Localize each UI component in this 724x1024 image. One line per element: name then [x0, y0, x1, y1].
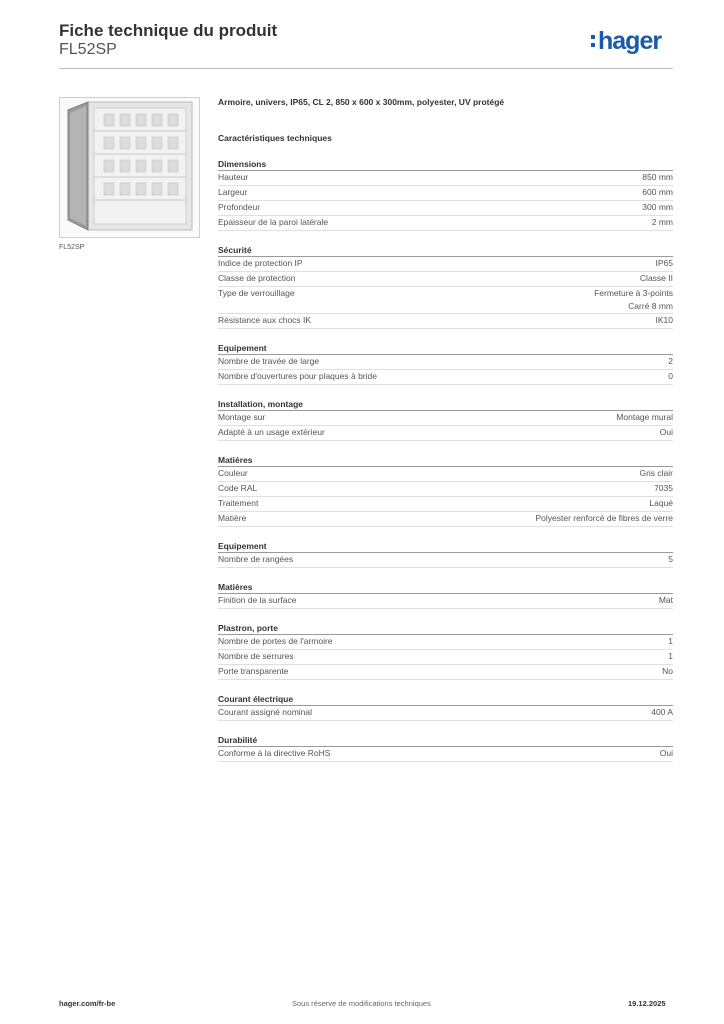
- spec-value: IK10: [655, 315, 673, 325]
- spec-value: Laqué: [649, 498, 673, 508]
- spec-label: Profondeur: [218, 202, 261, 212]
- section-title: Installation, montage: [218, 398, 673, 411]
- section-title: Sécurité: [218, 244, 673, 257]
- spec-label: Indice de protection IP: [218, 258, 303, 268]
- hager-logo: [591, 27, 661, 56]
- section-title: Matières: [218, 581, 673, 594]
- logo-text: hager: [598, 27, 662, 55]
- logo-colon-icon: [591, 32, 596, 49]
- spec-value: 1: [668, 651, 673, 661]
- spec-label: Courant assigné nominal: [218, 707, 313, 717]
- spec-value: IP65: [655, 258, 673, 268]
- footer-notice: Sous réserve de modifications techniques: [292, 999, 431, 1008]
- spec-row: [218, 747, 673, 762]
- spec-value: Gris clair: [639, 468, 673, 478]
- section-title: Durabilité: [218, 734, 673, 747]
- page-subtitle: FL52SP: [59, 41, 117, 58]
- spec-label: Résistance aux chocs IK: [218, 315, 312, 325]
- spec-sections: [218, 158, 673, 762]
- spec-label: Hauteur: [218, 172, 249, 182]
- spec-label: Finition de la surface: [218, 595, 297, 605]
- section-title: Dimensions: [218, 158, 673, 171]
- spec-value: 7035: [654, 483, 673, 493]
- spec-section: [218, 158, 673, 231]
- spec-row: [218, 411, 673, 426]
- spec-label: Adapté à un usage extérieur: [218, 427, 325, 437]
- spec-section: [218, 734, 673, 762]
- spec-row: [218, 512, 673, 527]
- cabinet-illustration-icon: [60, 98, 199, 237]
- spec-label: Traitement: [218, 498, 259, 508]
- spec-row: [218, 272, 673, 287]
- spec-value: 850 mm: [642, 172, 673, 182]
- spec-value: 5: [668, 554, 673, 564]
- spec-row: [218, 706, 673, 721]
- spec-label: Type de verrouillage: [218, 288, 295, 298]
- spec-label: Nombre de travée de large: [218, 356, 320, 366]
- spec-section: [218, 693, 673, 721]
- footer-date: 19.12.2025: [628, 999, 666, 1008]
- spec-label: Nombre de serrures: [218, 651, 294, 661]
- spec-value: 0: [668, 371, 673, 381]
- spec-row: [218, 171, 673, 186]
- specs-title: Caractéristiques techniques: [218, 133, 332, 143]
- spec-row: [218, 497, 673, 512]
- spec-label: Nombre de portes de l'armoire: [218, 636, 333, 646]
- section-title: Matières: [218, 454, 673, 467]
- spec-label: Classe de protection: [218, 273, 296, 283]
- spec-row: [218, 287, 673, 314]
- spec-row: [218, 650, 673, 665]
- spec-section: [218, 540, 673, 568]
- spec-row: [218, 467, 673, 482]
- section-title: Equipement: [218, 540, 673, 553]
- spec-value: Polyester renforcé de fibres de verre: [535, 513, 673, 523]
- spec-section: [218, 342, 673, 385]
- spec-value: Mat: [658, 595, 673, 605]
- spec-value: 600 mm: [642, 187, 673, 197]
- spec-value: 1: [668, 636, 673, 646]
- spec-row: [218, 216, 673, 231]
- spec-label: Nombre d'ouvertures pour plaques à bride: [218, 371, 377, 381]
- spec-section: [218, 622, 673, 680]
- spec-row: [218, 426, 673, 441]
- spec-row: [218, 553, 673, 568]
- spec-value: 300 mm: [642, 202, 673, 212]
- spec-value: Fermeture à 3-points Carré 8 mm: [594, 288, 673, 311]
- spec-section: [218, 454, 673, 527]
- header-divider: [59, 68, 673, 69]
- spec-row: [218, 594, 673, 609]
- spec-value: 400 A: [651, 707, 673, 717]
- spec-section: [218, 244, 673, 329]
- page-title: Fiche technique du produit: [59, 21, 278, 40]
- spec-value: 2 mm: [651, 217, 673, 227]
- product-image: [59, 97, 200, 238]
- spec-value: No: [662, 666, 673, 676]
- product-description: Armoire, univers, IP65, CL 2, 850 x 600 x 300mm, polyester, UV protégé: [218, 97, 505, 107]
- spec-label: Porte transparente: [218, 666, 289, 676]
- spec-value: Oui: [659, 427, 673, 437]
- spec-section: [218, 398, 673, 441]
- spec-label: Montage sur: [218, 412, 266, 422]
- spec-label: Matière: [218, 513, 247, 523]
- spec-row: [218, 186, 673, 201]
- spec-label: Conforme à la directive RoHS: [218, 748, 331, 758]
- spec-label: Epaisseur de la paroi latérale: [218, 217, 329, 227]
- spec-row: [218, 314, 673, 329]
- spec-label: Nombre de rangées: [218, 554, 294, 564]
- section-title: Equipement: [218, 342, 673, 355]
- spec-row: [218, 257, 673, 272]
- spec-value: 2: [668, 356, 673, 366]
- spec-section: [218, 581, 673, 609]
- spec-label: Code RAL: [218, 483, 258, 493]
- spec-value: Classe II: [639, 273, 673, 283]
- spec-label: Largeur: [218, 187, 248, 197]
- image-caption: FL52SP: [59, 244, 85, 251]
- spec-label: Couleur: [218, 468, 248, 478]
- specifications: [218, 96, 673, 762]
- spec-value: Montage mural: [616, 412, 673, 422]
- section-title: Plastron, porte: [218, 622, 673, 635]
- spec-row: [218, 635, 673, 650]
- footer-website[interactable]: hager.com/fr-be: [59, 999, 116, 1008]
- section-title: Courant électrique: [218, 693, 673, 706]
- spec-row: [218, 370, 673, 385]
- spec-row: [218, 482, 673, 497]
- spec-value: Oui: [659, 748, 673, 758]
- spec-row: [218, 355, 673, 370]
- spec-row: [218, 201, 673, 216]
- spec-row: [218, 665, 673, 680]
